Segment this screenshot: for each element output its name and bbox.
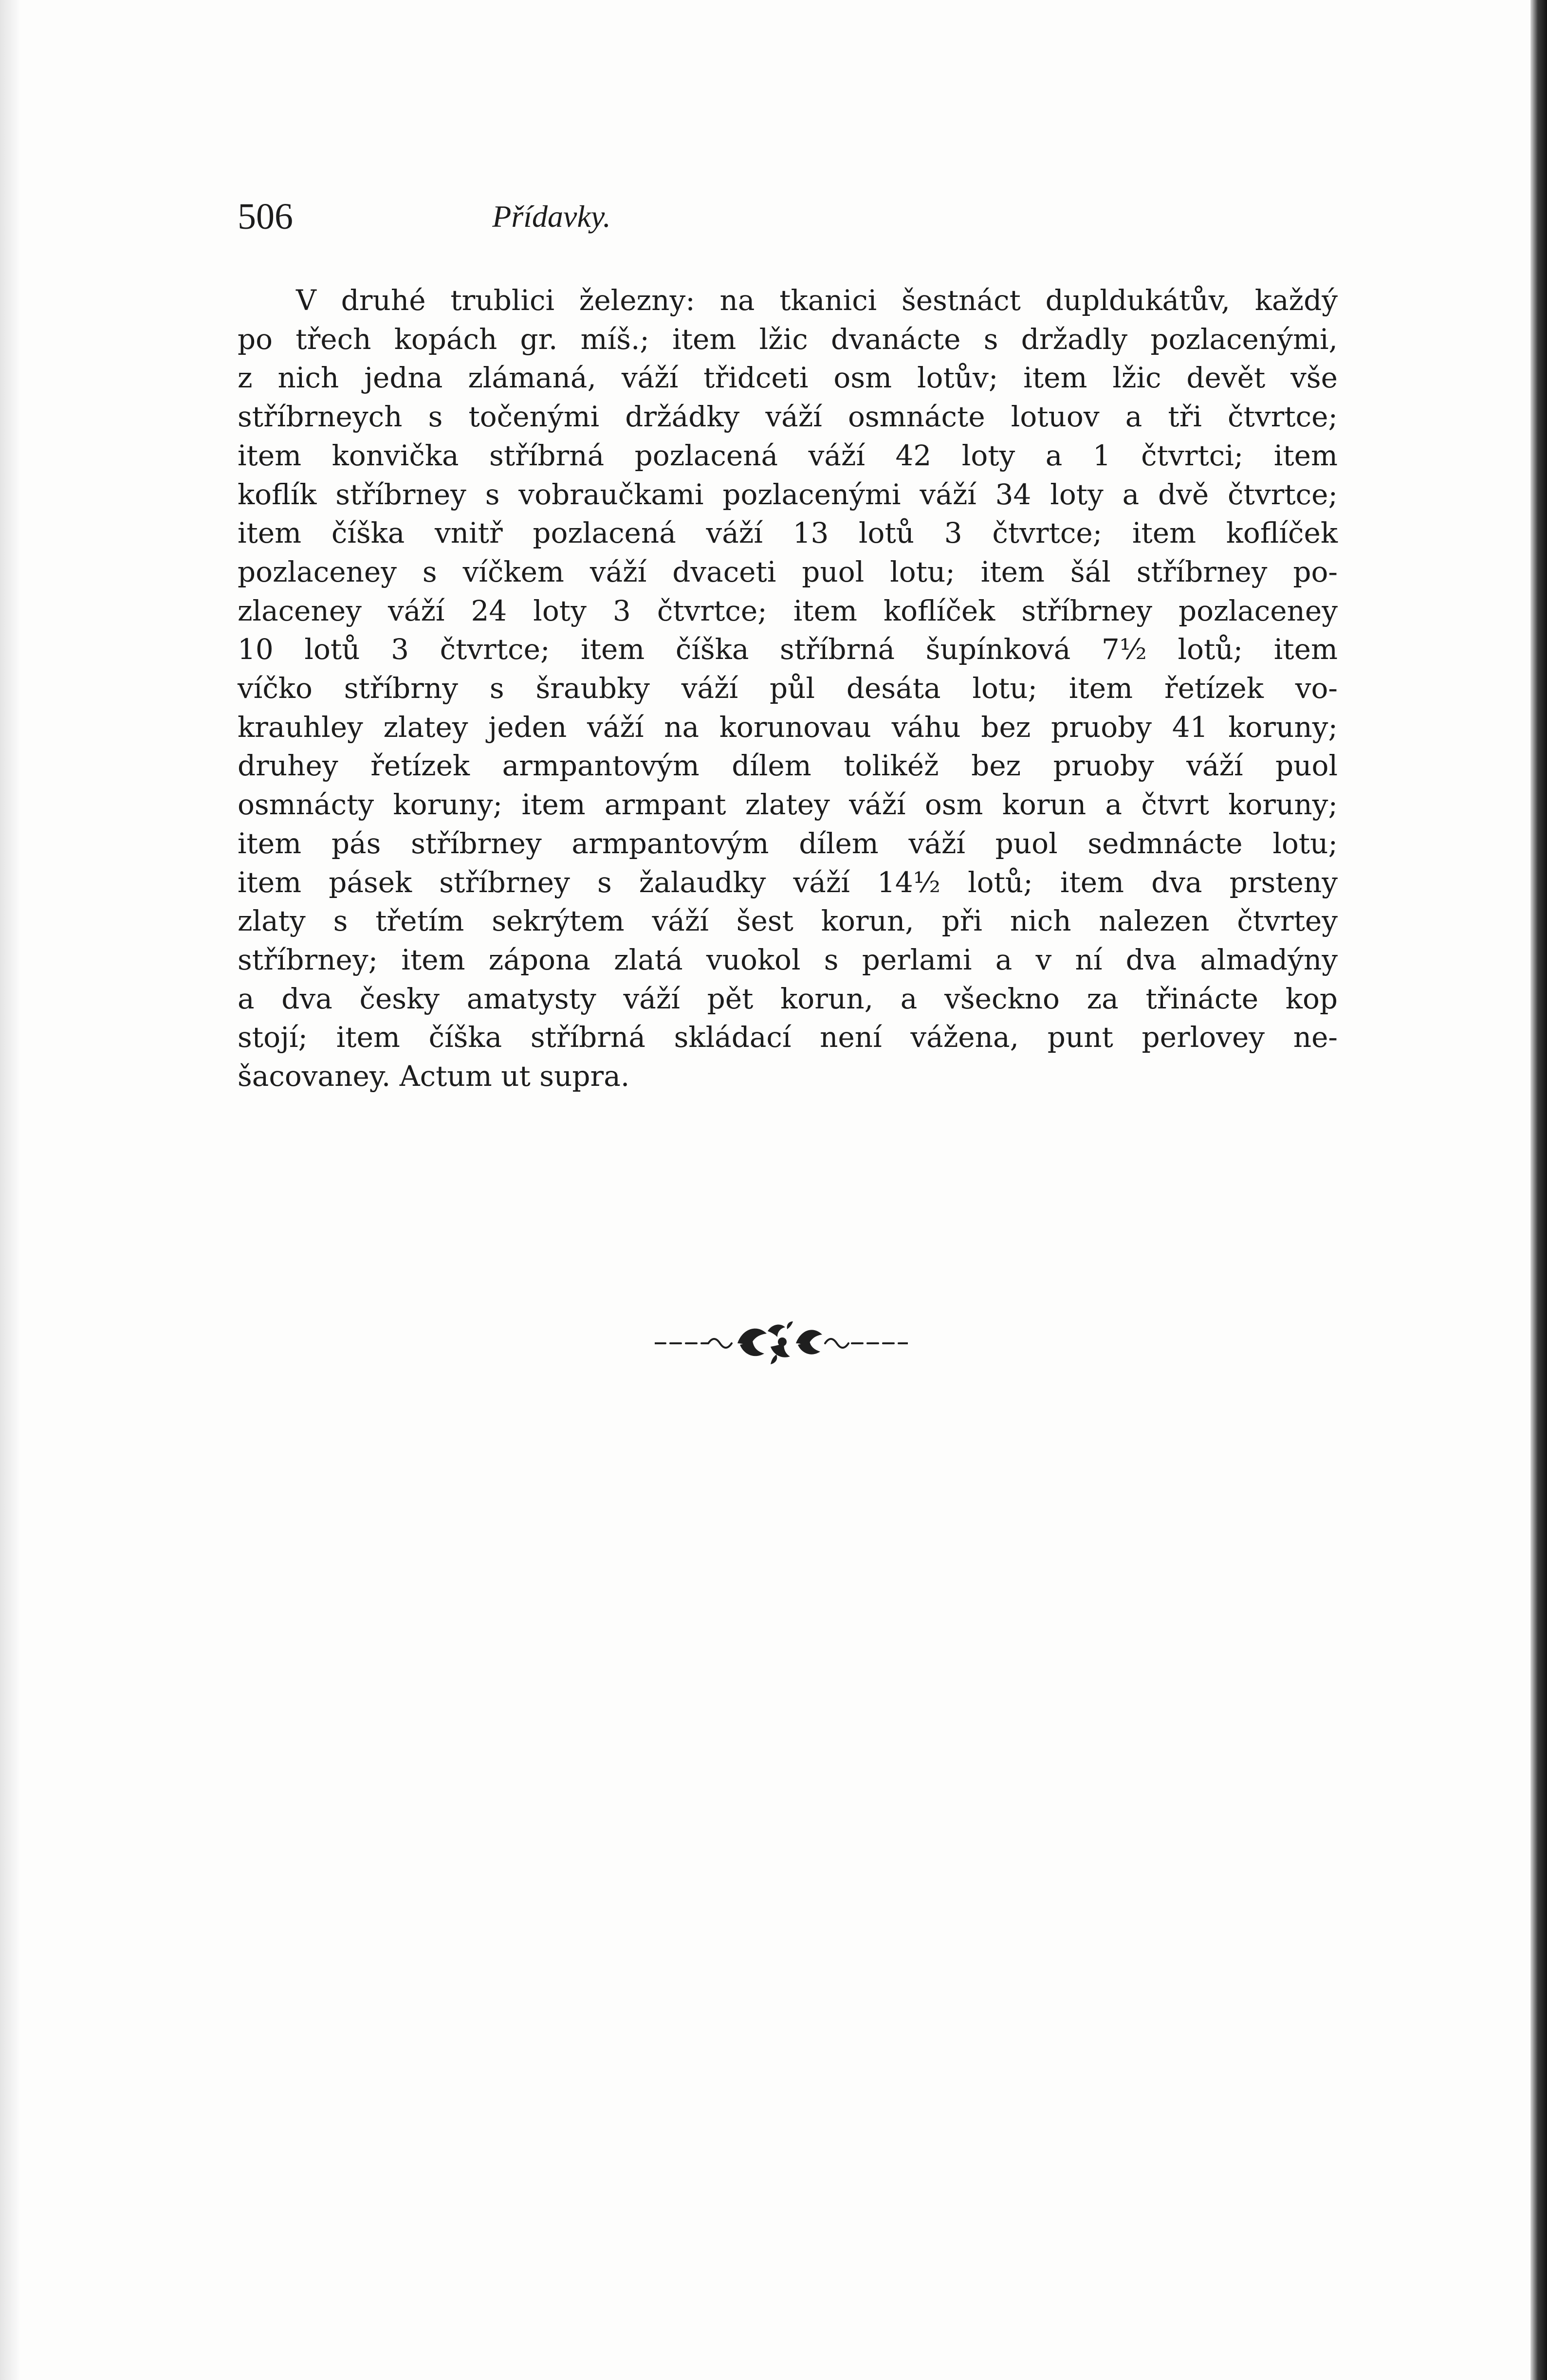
text-line: koflík stříbrney s vobraučkami pozlacenými váží 34 loty a dvě čtvrtce; [238, 477, 1338, 511]
running-title: Přídavky. [492, 199, 611, 234]
text-line: item číška vnitř pozlacená váží 13 lotů 3 čtvrtce; item koflíček [238, 516, 1338, 550]
text-line: zlaty s třetím sekrýtem váží šest korun, při nich nalezen čtvrtey [238, 904, 1338, 938]
text-line: šacovaney. Actum ut supra. [238, 1060, 630, 1093]
body-paragraph [238, 281, 1338, 1096]
text-line: a dva česky amatysty váží pět korun, a všeckno za třinácte kop [238, 982, 1338, 1015]
text-line: po třech kopách gr. míš.; item lžic dvanácte s držadly pozlacenými, [238, 322, 1338, 356]
page-left-edge [0, 0, 19, 2380]
page-number: 506 [238, 196, 293, 237]
text-line: krauhley zlatey jeden váží na korunovau váhu bez pruoby 41 koruny; [238, 710, 1338, 744]
text-line: item pás stříbrney armpantovým dílem váží puol sedmnácte lotu; [238, 826, 1338, 860]
page-right-edge [1530, 0, 1547, 2380]
text-line: zlaceney váží 24 loty 3 čtvrtce; item koflíček stříbrney pozlaceney [238, 594, 1338, 627]
text-line: 10 lotů 3 čtvrtce; item číška stříbrná šupínková 7½ lotů; item [238, 633, 1338, 666]
text-line: stříbrneych s točenými držádky váží osmnácte lotuov a tři čtvrtce; [238, 400, 1338, 434]
text-line: item pásek stříbrney s žalaudky váží 14½ lotů; item dva prsteny [238, 865, 1338, 899]
text-line: z nich jedna zlámaná, váží třidceti osm lotův; item lžic devět vše [238, 361, 1338, 395]
text-line: osmnácty koruny; item armpant zlatey váží osm korun a čtvrt koruny; [238, 788, 1338, 822]
text-line: druhey řetízek armpantovým dílem tolikéž bez pruoby váží puol [238, 749, 1338, 783]
text-line: stříbrney; item zápona zlatá vuokol s perlami a v ní dva almadýny [238, 943, 1338, 976]
text-line: víčko stříbrny s šraubky váží půl desáta lotu; item řetízek vo- [238, 672, 1338, 705]
text-line: item konvička stříbrná pozlacená váží 42 loty a 1 čtvrtci; item [238, 439, 1338, 472]
text-line: stojí; item číška stříbrná skládací není vážena, punt perlovey ne- [238, 1021, 1338, 1054]
text-line: pozlaceney s víčkem váží dvaceti puol lotu; item šál stříbrney po- [238, 555, 1338, 588]
floral-tailpiece-icon [655, 1321, 908, 1365]
page-header [238, 195, 866, 238]
text-line: V druhé trublici železny: na tkanici šestnáct dupldukátův, každý [296, 284, 1338, 317]
